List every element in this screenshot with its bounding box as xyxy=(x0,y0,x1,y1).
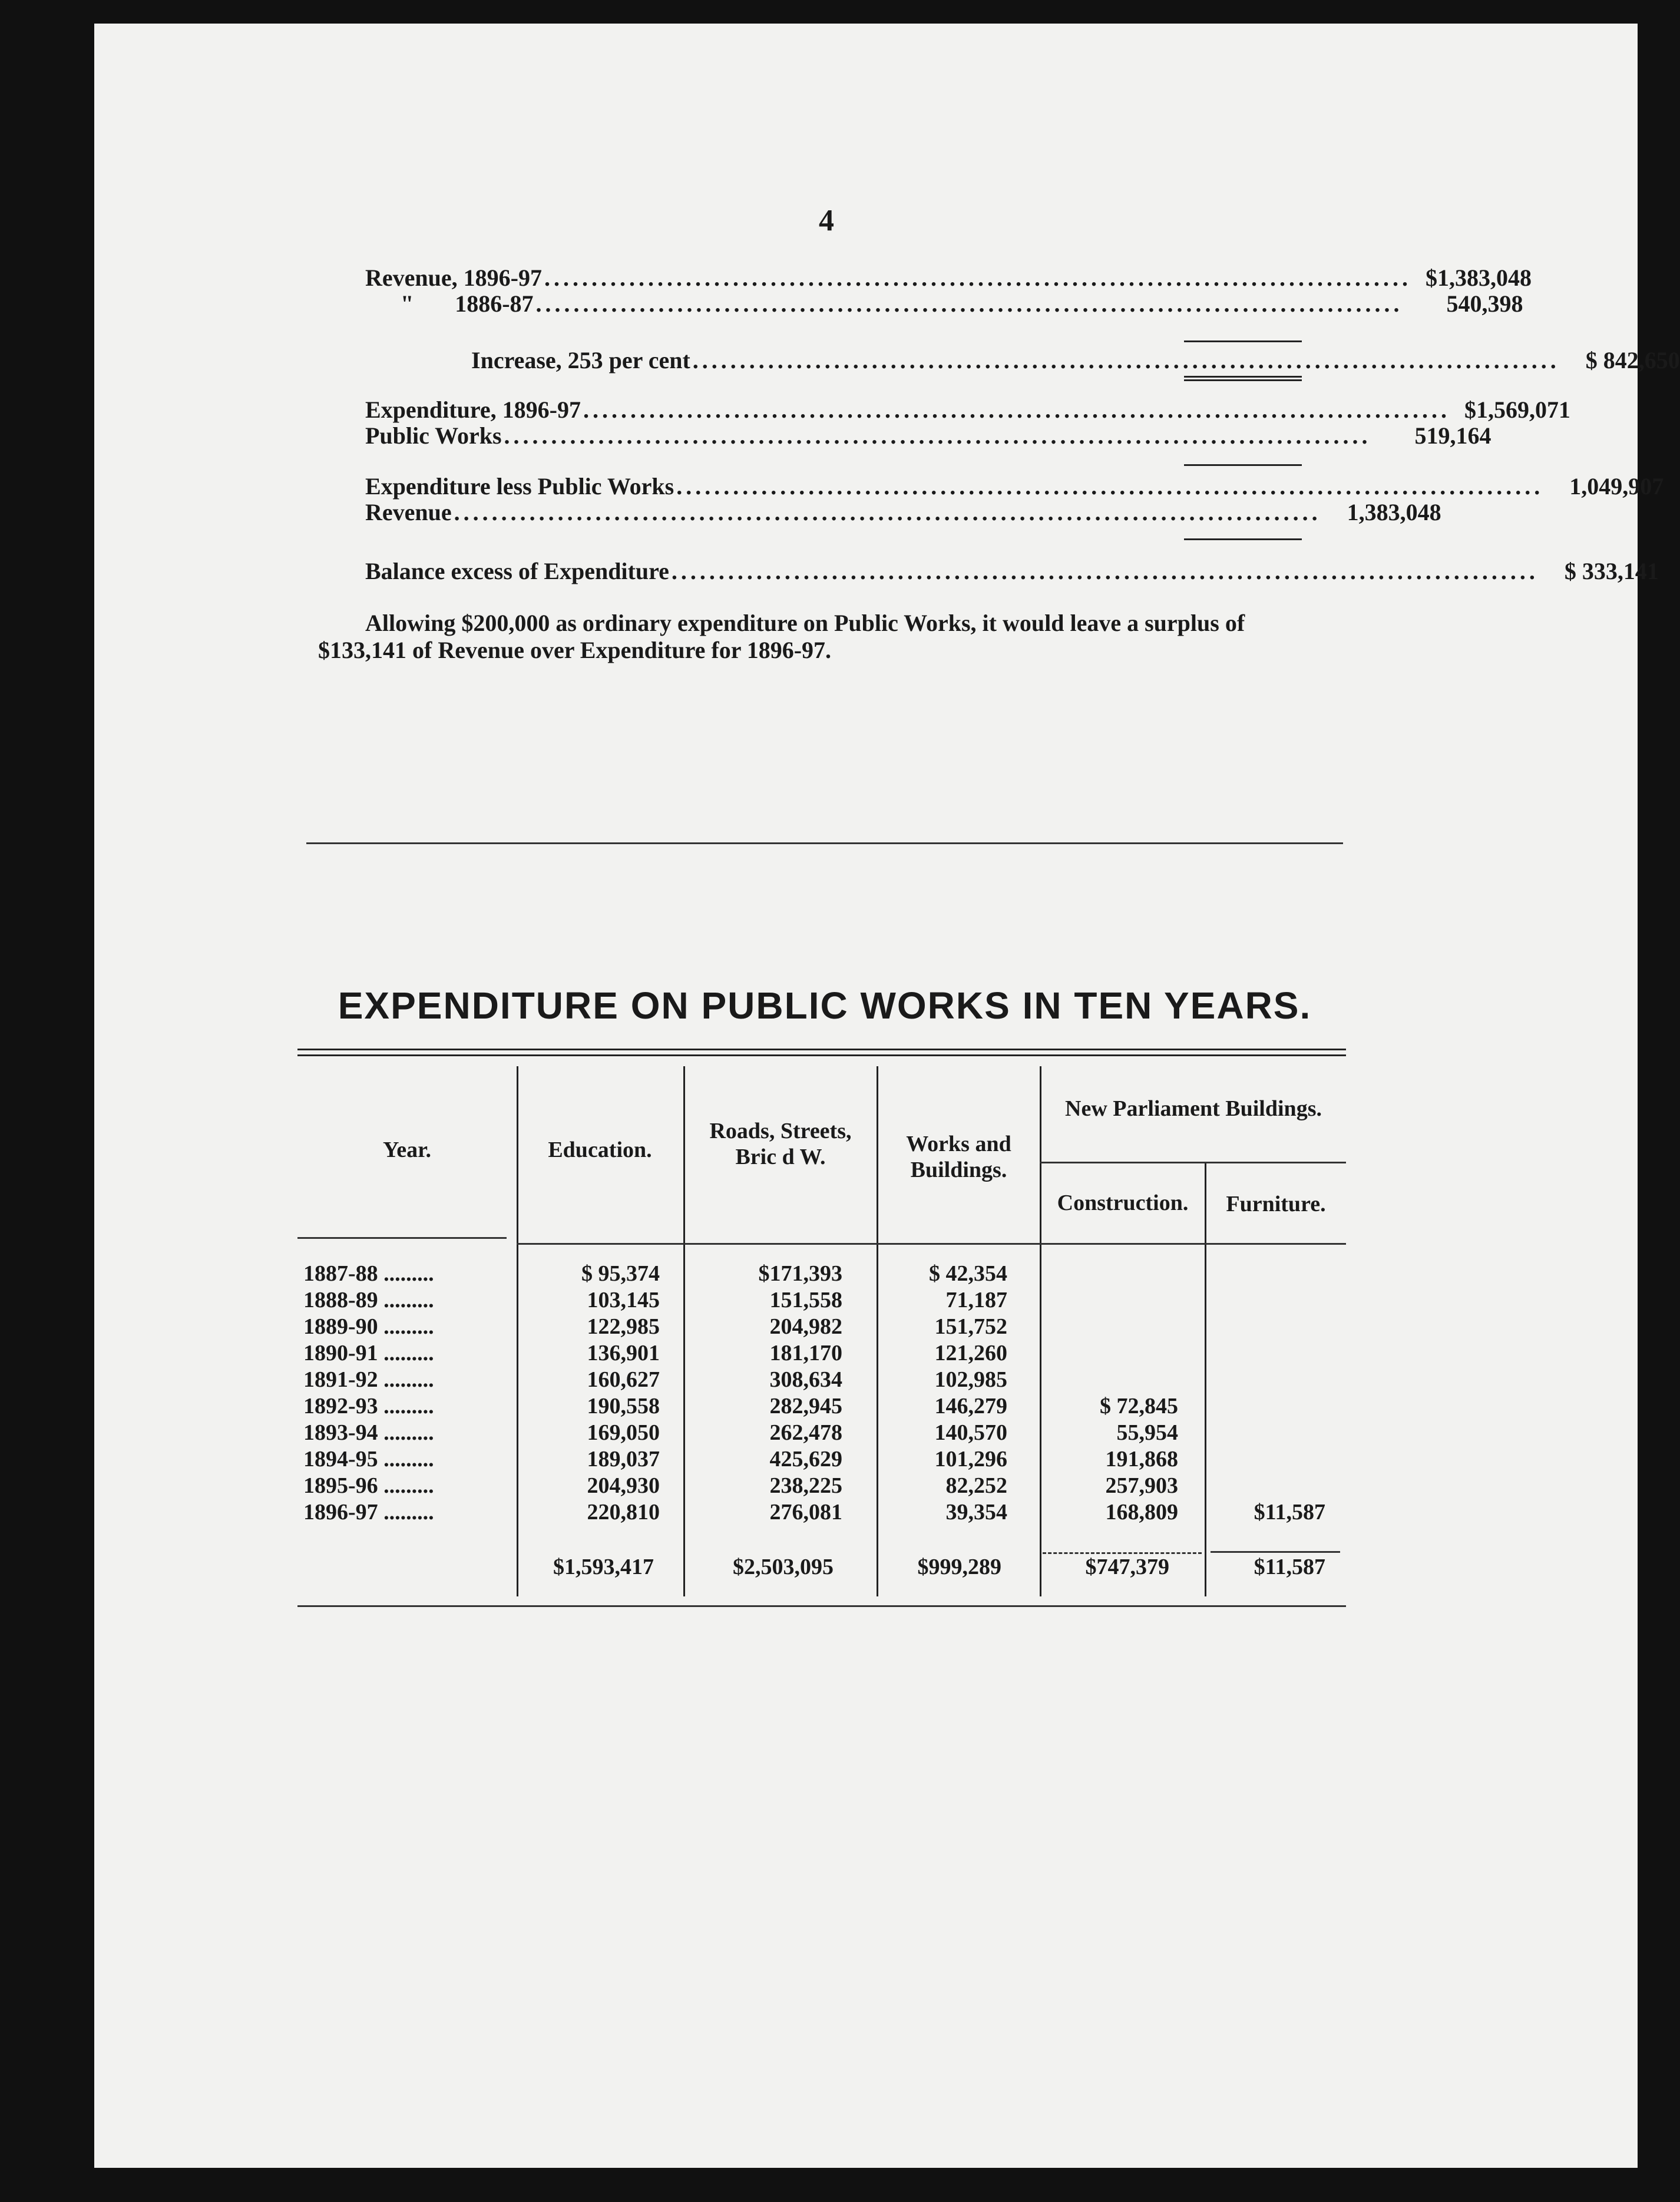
column-rule xyxy=(877,1066,878,1596)
sum-rule xyxy=(1184,376,1302,378)
year-cell: 1888-89 ......... xyxy=(303,1288,434,1312)
table-cell: 101,296 xyxy=(934,1447,1007,1472)
table-cell: 140,570 xyxy=(934,1420,1007,1445)
table-bottom-rule xyxy=(297,1605,1346,1607)
year-cell: 1895-96 ......... xyxy=(303,1473,434,1498)
leader-dots: ............................................................................................ xyxy=(535,290,1403,317)
table-cell: 160,627 xyxy=(587,1367,660,1392)
table-cell: 276,081 xyxy=(769,1500,842,1525)
summary-amount: $ 333,141 xyxy=(1564,558,1659,584)
year-cell: 1887-88 ......... xyxy=(303,1261,434,1286)
header-education: Education. xyxy=(548,1138,652,1162)
table-cell: $11,587 xyxy=(1254,1500,1325,1525)
table-cell: 308,634 xyxy=(769,1367,842,1392)
table-cell: 136,901 xyxy=(587,1341,660,1365)
section-divider xyxy=(306,842,1343,844)
table-cell: 146,279 xyxy=(934,1394,1007,1419)
summary-label: Public Works xyxy=(365,422,502,449)
sum-rule xyxy=(1184,538,1302,540)
summary-amount: 540,398 xyxy=(1446,290,1523,317)
table-cell: 55,954 xyxy=(1116,1420,1178,1445)
leader-dots: ............................................................................................ xyxy=(676,473,1544,500)
sum-rule xyxy=(1184,340,1302,342)
year-cell: 1894-95 ......... xyxy=(303,1447,434,1472)
table-cell: 102,985 xyxy=(934,1367,1007,1392)
summary-label: Revenue, 1896-97 xyxy=(365,264,542,291)
table-cell: 220,810 xyxy=(587,1500,660,1525)
summary-amount: $1,383,048 xyxy=(1425,264,1532,291)
header-rule xyxy=(297,1237,507,1239)
total-construction: $747,379 xyxy=(1085,1555,1169,1579)
header-parliament: New Parliament Buildings. xyxy=(1065,1096,1322,1121)
table-cell: 82,252 xyxy=(945,1473,1007,1498)
summary-label: Expenditure, 1896-97 xyxy=(365,396,581,423)
leader-dots: ............................................................................................ xyxy=(671,558,1539,584)
works-column xyxy=(884,1261,1007,1526)
table-cell: 168,809 xyxy=(1105,1500,1178,1525)
table-cell: 190,558 xyxy=(587,1394,660,1419)
summary-label: Revenue xyxy=(365,499,452,525)
year-column xyxy=(303,1261,434,1526)
summary-amount: 1,383,048 xyxy=(1347,499,1441,525)
summary-amount: 519,164 xyxy=(1414,422,1492,449)
leader-dots: ............................................................................................ xyxy=(504,422,1371,449)
table-cell: 204,930 xyxy=(587,1473,660,1498)
total-education: $1,593,417 xyxy=(553,1555,654,1579)
header-rule xyxy=(517,1243,1346,1245)
table-cell: $171,393 xyxy=(758,1261,842,1286)
table-top-rule xyxy=(297,1054,1346,1056)
summary-label: Expenditure less Public Works xyxy=(365,473,674,500)
leader-dots: ............................................................................................ xyxy=(692,347,1560,373)
education-column xyxy=(521,1261,660,1526)
furniture-column xyxy=(1211,1499,1325,1526)
year-cell: 1892-93 ......... xyxy=(303,1394,434,1419)
summary-row xyxy=(365,290,1523,317)
table-cell: 121,260 xyxy=(934,1341,1007,1365)
table-cell: 282,945 xyxy=(769,1394,842,1419)
summary-row xyxy=(365,473,1664,500)
construction-column xyxy=(1046,1393,1178,1526)
table-cell: 151,558 xyxy=(769,1288,842,1312)
summary-row xyxy=(365,499,1441,525)
sum-rule xyxy=(1184,464,1302,466)
table-cell: $ 42,354 xyxy=(929,1261,1007,1286)
header-construction: Construction. xyxy=(1057,1191,1189,1215)
table-cell: 257,903 xyxy=(1105,1473,1178,1498)
table-cell: $ 95,374 xyxy=(581,1261,660,1286)
table-cell: 39,354 xyxy=(945,1500,1007,1525)
header-roads: Roads, Streets, Bric d W. xyxy=(709,1119,852,1169)
ink-blot xyxy=(792,1178,851,1234)
table-cell: 151,752 xyxy=(934,1314,1007,1339)
table-cell: 103,145 xyxy=(587,1288,660,1312)
year-cell: 1891-92 ......... xyxy=(303,1367,434,1392)
summary-amount: 1,049,907 xyxy=(1569,473,1664,500)
header-works: Works and Buildings. xyxy=(906,1132,1011,1182)
table-cell: 425,629 xyxy=(769,1447,842,1472)
column-rule xyxy=(683,1066,685,1596)
roads-column xyxy=(689,1261,842,1526)
summary-label: " 1886-87 xyxy=(401,290,534,317)
summary-amount: $1,569,071 xyxy=(1464,396,1570,423)
paragraph-line: Allowing $200,000 as ordinary expenditure on Public Works, it would leave a surplus of xyxy=(365,610,1245,636)
table-cell: 71,187 xyxy=(945,1288,1007,1312)
paragraph-line: $133,141 of Revenue over Expenditure for 1896-97. xyxy=(318,637,832,663)
revenue-summary xyxy=(365,264,1680,595)
table-cell: $ 72,845 xyxy=(1100,1394,1178,1419)
table-cell: 169,050 xyxy=(587,1420,660,1445)
table-cell: 189,037 xyxy=(587,1447,660,1472)
year-cell: 1889-90 ......... xyxy=(303,1314,434,1339)
summary-amount: $ 842,650 xyxy=(1585,347,1680,373)
surplus-paragraph xyxy=(318,610,1355,664)
leader-dots: ............................................................................................ xyxy=(544,264,1411,291)
table-cell: 122,985 xyxy=(587,1314,660,1339)
leader-dots: ............................................................................................ xyxy=(583,396,1450,423)
subheader-rule xyxy=(1040,1162,1346,1163)
table-cell: 238,225 xyxy=(769,1473,842,1498)
table-cell: 204,982 xyxy=(769,1314,842,1339)
expenditure-table xyxy=(297,1049,1346,1614)
summary-row xyxy=(365,264,1532,291)
summary-label: Increase, 253 per cent xyxy=(471,347,690,373)
page-number: 4 xyxy=(819,204,834,237)
year-cell: 1890-91 ......... xyxy=(303,1341,434,1365)
leader-dots: ............................................................................................ xyxy=(454,499,1321,525)
column-rule xyxy=(1205,1163,1206,1596)
table-title: EXPENDITURE ON PUBLIC WORKS IN TEN YEARS. xyxy=(338,984,1312,1027)
summary-row xyxy=(365,422,1492,449)
total-rule xyxy=(1211,1551,1340,1553)
table-top-rule xyxy=(297,1049,1346,1050)
table-cell: 191,868 xyxy=(1105,1447,1178,1472)
total-works: $999,289 xyxy=(917,1555,1001,1579)
summary-row xyxy=(365,396,1570,423)
summary-label: Balance excess of Expenditure xyxy=(365,558,669,584)
column-rule xyxy=(1040,1066,1041,1596)
sum-rule xyxy=(1184,379,1302,381)
total-furniture: $11,587 xyxy=(1254,1555,1325,1579)
year-cell: 1893-94 ......... xyxy=(303,1420,434,1445)
summary-row xyxy=(365,347,1680,373)
total-roads: $2,503,095 xyxy=(733,1555,834,1579)
table-cell: 181,170 xyxy=(769,1341,842,1365)
table-cell: 262,478 xyxy=(769,1420,842,1445)
year-cell: 1896-97 ......... xyxy=(303,1500,434,1525)
header-furniture: Furniture. xyxy=(1226,1192,1326,1216)
summary-row xyxy=(365,558,1659,584)
header-year: Year. xyxy=(383,1138,431,1162)
